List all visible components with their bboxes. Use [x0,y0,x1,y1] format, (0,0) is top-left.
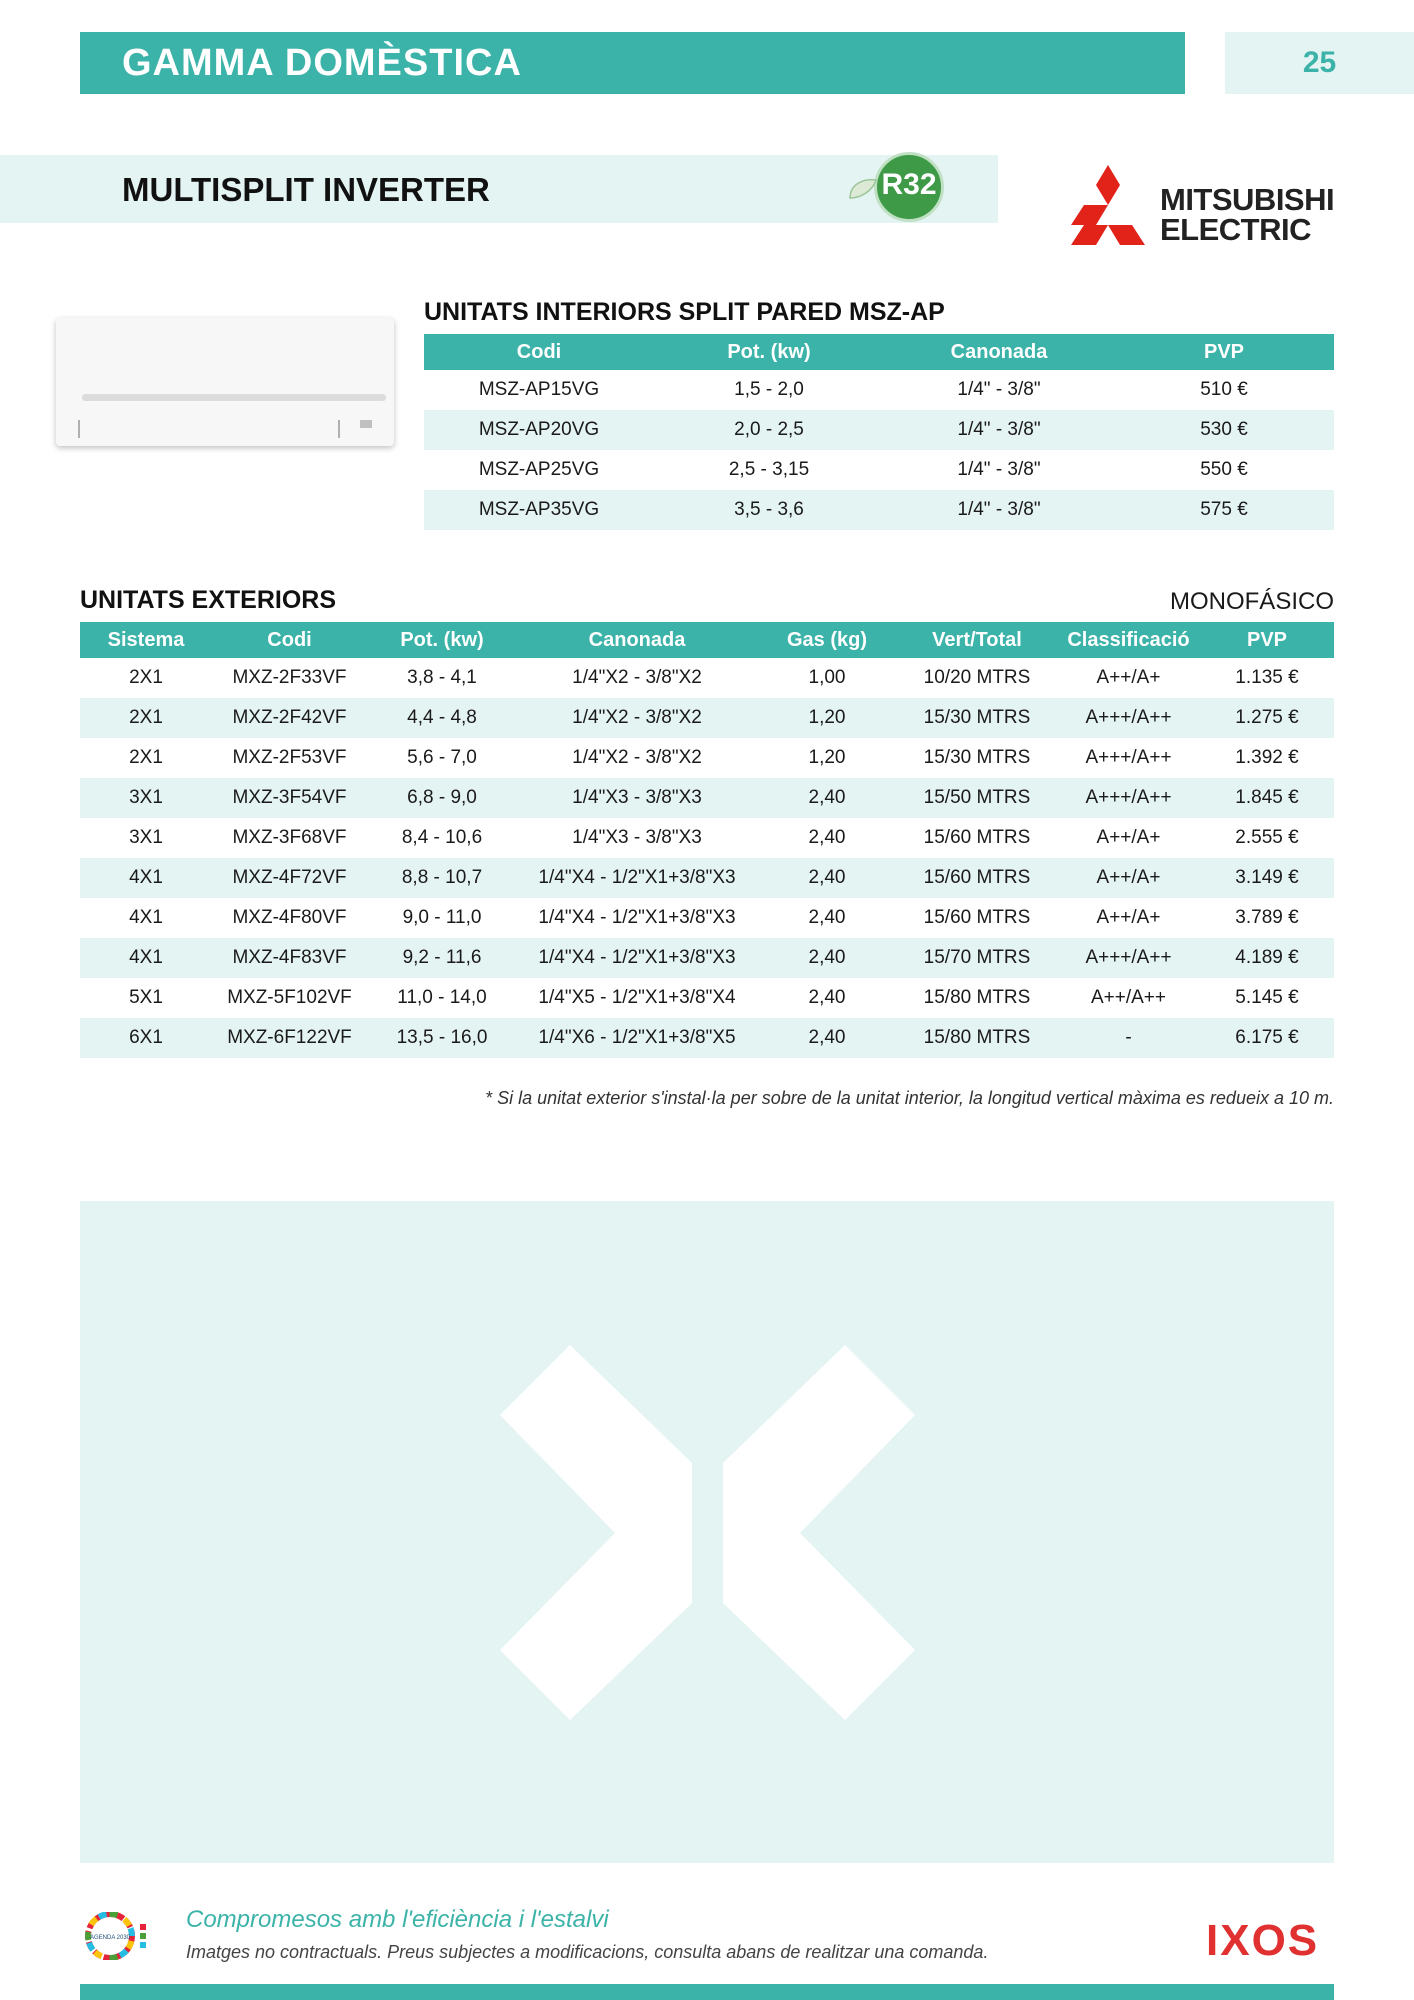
table-cell: 13,5 - 16,0 [367,1018,517,1058]
table-cell: 15/30 MTRS [923,747,1031,768]
table-cell: 2,40 [757,778,897,818]
indoor-units-table [424,334,1334,530]
bottom-bar [80,1984,1334,2000]
table-cell: MSZ-AP15VG [478,379,600,400]
table-cell: 2,40 [757,938,897,978]
table-cell: 4,4 - 4,8 [367,698,517,738]
table-cell: A++/A+ [1057,858,1200,898]
table-row [80,658,1334,698]
indoor-unit-logo [360,420,372,428]
table-cell: 3.149 € [1200,858,1334,898]
table-cell: 3,8 - 4,1 [407,667,477,688]
phase-label: MONOFÁSICO [1169,588,1334,615]
table-cell: 575 € [1114,490,1334,530]
table-cell: 2X1 [129,747,163,768]
table-row [80,938,1334,978]
table-cell: 1/4"X6 - 1/2"X1+3/8"X5 [517,1018,757,1058]
table-cell: 15/70 MTRS [897,938,1057,978]
table-cell: 15/50 MTRS [897,778,1057,818]
page-number: 25 [1302,46,1337,79]
column-header: Vert/Total [897,622,1057,658]
table-cell: 1/4"X5 - 1/2"X1+3/8"X4 [538,987,736,1008]
footer-disclaimer: Imatges no contractuals. Preus subjectes a modificacions, consulta abans de realitzar una comanda. [186,1942,989,1962]
table-cell: 8,4 - 10,6 [401,827,483,848]
mitsubishi-logo-icon [1065,165,1151,245]
table-cell: A+++/A++ [1057,778,1200,818]
table-row [80,898,1334,938]
table-cell: 2,40 [808,987,846,1008]
table-cell: 1.392 € [1235,747,1299,768]
table-cell: 9,0 - 11,0 [402,907,482,928]
table-cell: 8,8 - 10,7 [367,858,517,898]
table-cell: 10/20 MTRS [923,667,1031,688]
table-cell: 15/60 MTRS [923,907,1031,928]
table-cell: 1/4" - 3/8" [957,459,1041,480]
table-cell: 3.789 € [1235,907,1299,928]
table-cell: 6.175 € [1200,1018,1334,1058]
table-cell: 2X1 [80,698,212,738]
table-row [80,978,1334,1018]
table-cell: 5,6 - 7,0 [407,747,477,768]
table-row [424,370,1334,410]
table-cell: MXZ-5F102VF [227,987,352,1008]
column-header: Canonada [884,334,1114,370]
column-header: Pot. (kw) [654,334,884,370]
table-cell: 6X1 [80,1018,212,1058]
table-cell: 1/4"X2 - 3/8"X2 [572,667,702,688]
table-cell: A+++/A++ [1057,938,1200,978]
table-cell: 3,5 - 3,6 [654,490,884,530]
indoor-units-title: UNITATS INTERIORS SPLIT PARED MSZ-AP [424,298,945,326]
table-cell: 15/60 MTRS [923,827,1031,848]
table-cell: 1/4"X3 - 3/8"X3 [572,827,702,848]
table-row [80,858,1334,898]
brand-name-line2: ELECTRIC [1160,212,1311,247]
indoor-unit-vent [82,394,386,401]
table-cell: 550 € [1200,459,1248,480]
table-cell: 15/80 MTRS [897,1018,1057,1058]
agenda-2030-icon [80,1912,160,1960]
table-cell: 2,0 - 2,5 [654,410,884,450]
ixos-watermark-icon [500,1345,915,1720]
table-cell: 9,2 - 11,6 [367,938,517,978]
table-cell: 15/30 MTRS [897,698,1057,738]
column-header: PVP [1114,334,1334,370]
column-header: Pot. (kw) [367,622,517,658]
table-cell: MXZ-4F72VF [212,858,367,898]
column-header: Classificació [1057,622,1200,658]
table-cell: 5.145 € [1235,987,1299,1008]
table-cell: 1/4"X2 - 3/8"X2 [572,747,702,768]
table-cell: 2,5 - 3,15 [728,459,810,480]
table-cell: 11,0 - 14,0 [397,987,487,1008]
column-header: Canonada [517,622,757,658]
section-title: MULTISPLIT INVERTER [122,171,490,208]
table-cell: 1.275 € [1200,698,1334,738]
column-header: Codi [212,622,367,658]
column-header: Codi [424,334,654,370]
table-cell: 2,40 [757,858,897,898]
table-cell: 1,5 - 2,0 [734,379,804,400]
brand-name-line1: MITSUBISHI [1160,182,1335,217]
table-row [80,1018,1334,1058]
table-row [424,490,1334,530]
table-cell: 2X1 [129,667,163,688]
table-cell: - [1057,1018,1200,1058]
footnote: * Si la unitat exterior s'instal·la per sobre de la unitat interior, la longitud vertical màxima es redueix a 10 m. [485,1088,1334,1108]
table-cell: 530 € [1114,410,1334,450]
table-cell: A++/A+ [1096,907,1161,928]
table-header-row [80,622,1334,658]
table-cell: MXZ-3F54VF [212,778,367,818]
table-cell: MXZ-2F42VF [212,698,367,738]
table-row [80,818,1334,858]
table-cell: 4.189 € [1200,938,1334,978]
table-cell: 1,20 [808,747,846,768]
table-header-row [424,334,1334,370]
column-header: Gas (kg) [757,622,897,658]
table-row [424,410,1334,450]
table-cell: A+++/A++ [1085,747,1172,768]
table-cell: 4X1 [80,938,212,978]
table-cell: MSZ-AP25VG [478,459,600,480]
table-cell: 1/4" - 3/8" [884,410,1114,450]
table-cell: MXZ-6F122VF [212,1018,367,1058]
outdoor-units-title: UNITATS EXTERIORS [80,586,337,614]
table-row [424,450,1334,490]
footer-slogan: Compromesos amb l'eficiència i l'estalvi [186,1906,609,1933]
page-title: GAMMA DOMÈSTICA [122,42,522,84]
table-cell: 1.845 € [1200,778,1334,818]
table-cell: 1.135 € [1235,667,1299,688]
table-cell: MXZ-4F83VF [212,938,367,978]
table-cell: 1/4" - 3/8" [957,379,1041,400]
table-cell: 1/4" - 3/8" [884,490,1114,530]
table-cell: MXZ-2F33VF [232,667,347,688]
indoor-unit-detail [78,420,80,438]
table-cell: MXZ-2F53VF [232,747,347,768]
table-row [80,738,1334,778]
table-cell: 2.555 € [1235,827,1299,848]
table-cell: 15/80 MTRS [923,987,1031,1008]
outdoor-units-table [80,622,1334,1058]
table-cell: 510 € [1200,379,1248,400]
indoor-unit-detail [338,420,340,438]
table-row [80,698,1334,738]
table-cell: MXZ-4F80VF [232,907,347,928]
table-cell: 1/4"X3 - 3/8"X3 [517,778,757,818]
table-cell: A++/A+ [1096,667,1161,688]
table-cell: 4X1 [129,907,163,928]
table-cell: MSZ-AP35VG [424,490,654,530]
table-cell: 1,00 [808,667,846,688]
table-cell: MSZ-AP20VG [424,410,654,450]
agenda-label: AGENDA 2030 [89,1935,131,1941]
table-cell: A+++/A++ [1057,698,1200,738]
table-cell: 1,20 [757,698,897,738]
table-cell: 15/60 MTRS [897,858,1057,898]
table-cell: A++/A+ [1096,827,1161,848]
table-cell: 1/4"X2 - 3/8"X2 [517,698,757,738]
table-cell: 2,40 [808,827,846,848]
table-cell: 6,8 - 9,0 [367,778,517,818]
table-cell: 5X1 [129,987,163,1008]
column-header: Sistema [80,622,212,658]
table-cell: A++/A++ [1090,987,1166,1008]
table-cell: 2,40 [757,1018,897,1058]
table-cell: 1/4"X4 - 1/2"X1+3/8"X3 [538,907,736,928]
column-header: PVP [1200,622,1334,658]
table-cell: 1/4"X4 - 1/2"X1+3/8"X3 [517,938,757,978]
indoor-unit-image [56,318,394,446]
company-logo: IXOS [1206,1916,1320,1965]
table-cell: 3X1 [80,778,212,818]
table-cell: MXZ-3F68VF [232,827,347,848]
table-cell: 4X1 [80,858,212,898]
r32-badge-label: R32 [881,168,937,201]
table-cell: 2,40 [808,907,846,928]
table-cell: 3X1 [129,827,163,848]
table-row [80,778,1334,818]
table-cell: 1/4"X4 - 1/2"X1+3/8"X3 [517,858,757,898]
